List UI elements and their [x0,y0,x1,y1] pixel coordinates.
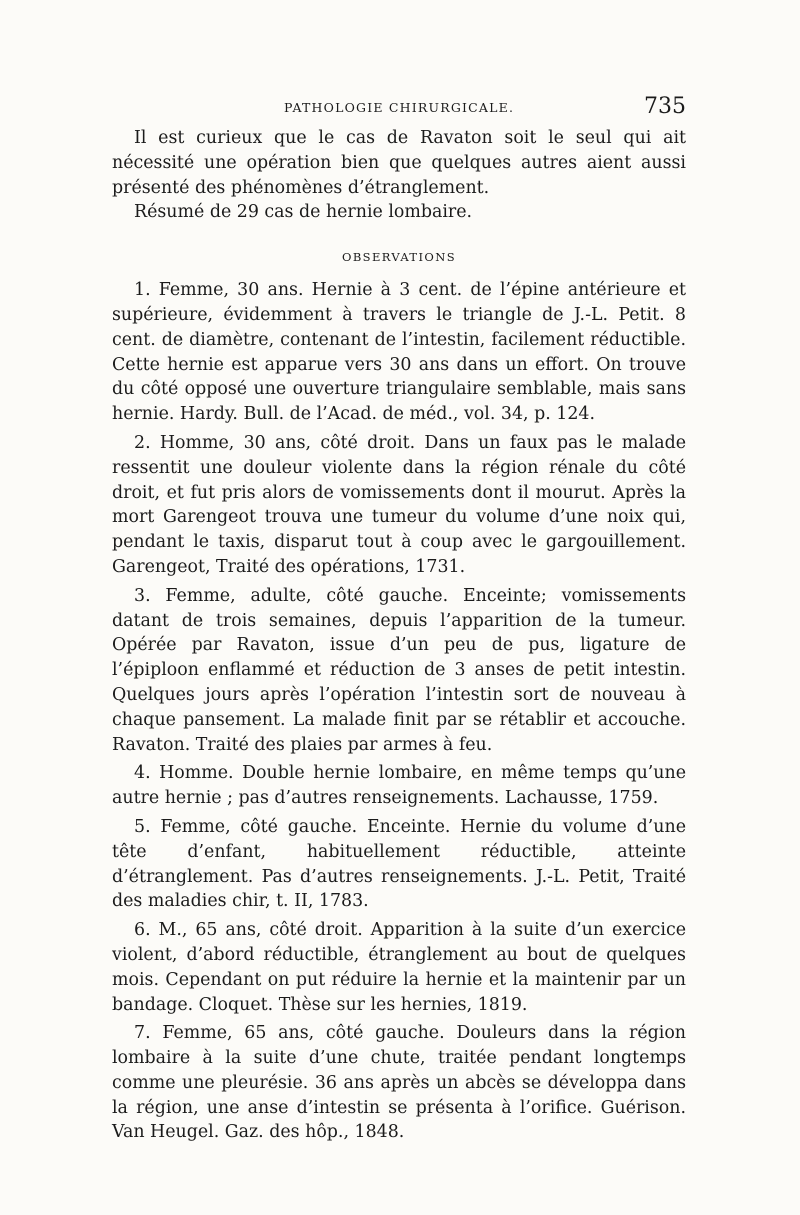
book-page [112,96,686,1149]
observation-7: 7. Femme, 65 ans, côté gauche. Douleurs dans la région lombaire à la suite d’une chute, traitée pendant longtemps comme une pleurésie. 36 ans après un abcès se développa dans la région, une anse d’intestin se présenta à l’orifice. Guérison. Van Heugel. Gaz. des hôp., 1848. [112,1023,686,1143]
summary-paragraph: Résumé de 29 cas de hernie lombaire. [134,202,473,223]
intro-paragraph: Il est curieux que le cas de Ravaton soit le seul qui ait nécessité une opération bien que quelques autres aient aussi présenté des phénomènes d’étranglement. [112,128,686,198]
observation-3: 3. Femme, adulte, côté gauche. Enceinte; vomissements datant de trois semaines, depuis l’apparition de la tumeur. Opérée par Ravaton, issue d’un peu de pus, ligature de l’épiploon enflammé et réduction de 3 anses de petit intestin. Quelques jours après l’opération l’intestin sort de nouveau à chaque pansement. La malade finit par se rétablir et accouche. Ravaton. Traité des plaies par armes à feu. [112,585,686,755]
observation-5: 5. Femme, côté gauche. Enceinte. Hernie du volume d’une tête d’enfant, habituellement réductible, atteinte d’étranglement. Pas d’autres renseignements. J.-L. Petit, Traité des maladies chir, t. II, 1783. [112,816,686,912]
observation-1: 1. Femme, 30 ans. Hernie à 3 cent. de l’épine antérieure et supérieure, évidemment à travers le triangle de J.-L. Petit. 8 cent. de diamètre, contenant de l’intestin, facilement réductible. Cette hernie est apparue vers 30 ans dans un effort. On trouve du côté opposé une ouverture triangulaire semblable, mais sans hernie. Hardy. Bull. de l’Acad. de méd., vol. 34, p. 124. [112,280,686,425]
observation-4: 4. Homme. Double hernie lombaire, en même temps qu’une autre hernie ; pas d’autres renseignements. Lachausse, 1759. [112,763,686,809]
observations-heading: OBSERVATIONS [342,250,456,265]
observation-2: 2. Homme, 30 ans, côté droit. Dans un faux pas le malade ressentit une douleur violente dans la région rénale du côté droit, et fut pris alors de vomissements dont il mourut. Après la mort Garengeot trouva une tumeur du volume d’une noix qui, pendant le taxis, disparut tout à coup avec le gargouillement. Garengeot, Traité des opérations, 1731. [112,432,686,577]
running-header [112,96,686,126]
page-number: 735 [644,94,686,119]
observation-6: 6. M., 65 ans, côté droit. Apparition à la suite d’un exercice violent, d’abord réductible, étranglement au bout de quelques mois. Cependant on put réduire la hernie et la maintenir par un bandage. Cloquet. Thèse sur les hernies, 1819. [112,920,686,1015]
running-title: PATHOLOGIE CHIRURGICALE. [284,100,515,115]
